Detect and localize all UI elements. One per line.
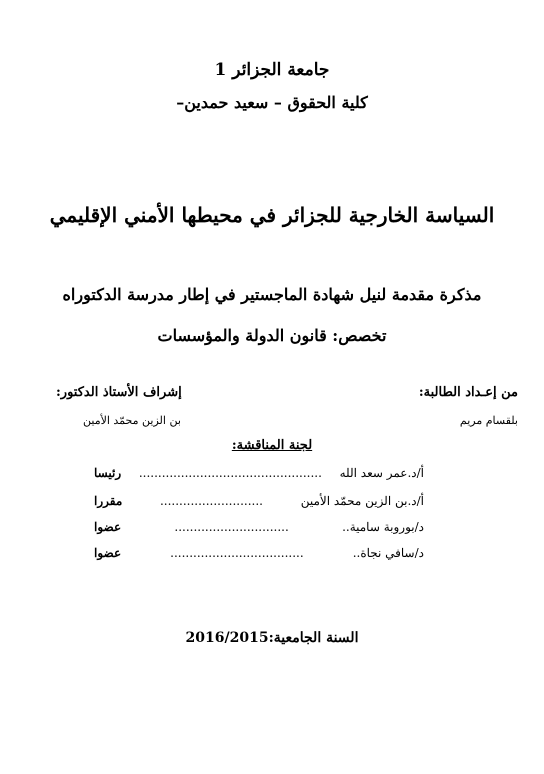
committee-heading-text: لجنة المناقشة: — [231, 438, 313, 453]
member-dots: ................................... — [170, 546, 304, 560]
academic-year: السنة الجامعية:2016/2015 — [185, 630, 359, 646]
member-name: د/سافي نجاة.. — [352, 546, 424, 560]
member-name: د/بوروبة سامية.. — [342, 520, 424, 534]
specialization: تخصص: قانون الدولة والمؤسسات — [157, 326, 387, 345]
committee-heading — [0, 438, 544, 453]
member-role: مقررا — [94, 494, 123, 508]
committee-member — [94, 520, 424, 534]
student-name: بلقسام مريم — [459, 414, 518, 427]
member-role: رئيسا — [94, 466, 122, 480]
prepared-by-label: من إعـداد الطالبة: — [418, 385, 518, 400]
degree-statement: مذكرة مقدمة لنيل شهادة الماجستير في إطار مدرسة الدكتوراه — [62, 285, 482, 304]
member-dots: .............................. — [174, 520, 289, 534]
member-dots: ........................... — [159, 494, 263, 508]
thesis-title: السياسة الخارجية للجزائر في محيطها الأمني الإقليمي — [49, 203, 495, 227]
committee-member — [94, 546, 424, 560]
member-dots: ................................................ — [138, 466, 322, 480]
member-role: عضوا — [94, 546, 122, 560]
university-name: جامعة الجزائر 1 — [214, 60, 330, 80]
supervision-label: إشراف الأستاذ الدكتور: — [56, 385, 182, 400]
supervisor-name: بن الزين محمّد الأمين — [83, 414, 181, 427]
member-role: عضوا — [94, 520, 122, 534]
committee-member — [94, 494, 424, 508]
faculty-name: كلية الحقوق – سعيد حمدين– — [176, 93, 368, 112]
member-name: أ/د.عمر سعد الله — [339, 466, 424, 480]
member-name: أ/د.بن الزين محمّد الأمين — [300, 494, 424, 508]
committee-member — [94, 466, 424, 480]
